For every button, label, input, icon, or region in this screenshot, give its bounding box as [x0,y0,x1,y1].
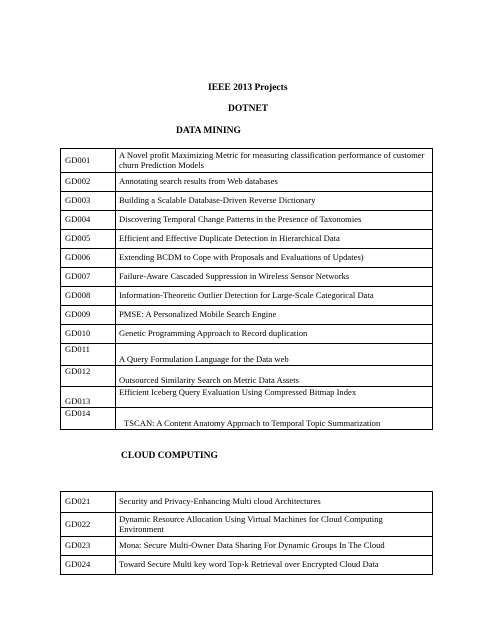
table-row [61,268,433,287]
table-row [61,249,433,268]
table-row [61,537,433,556]
data-mining-table [60,148,433,430]
table-row [61,325,433,344]
project-code: GD004 [61,211,116,230]
project-title: Dynamic Resource Allocation Using Virtual Machines for Cloud Computing Environment [116,513,433,537]
table-row [61,149,433,173]
document-subtitle: DOTNET [228,104,269,114]
project-code: GD009 [61,306,116,325]
project-title: Extending BCDM to Cope with Proposals and Evaluations of Updates) [116,249,433,268]
project-code: GD021 [61,492,116,513]
table-row [61,366,433,387]
project-title: TSCAN: A Content Anatomy Approach to Temporal Topic Summarization [116,408,433,430]
project-title: Building a Scalable Database-Driven Reverse Dictionary [116,192,433,211]
project-title: PMSE: A Personalized Mobile Search Engine [116,306,433,325]
section-heading-cloud-computing: CLOUD COMPUTING [121,451,218,461]
project-title: Security and Privacy-Enhancing Multi cloud Architectures [116,492,433,513]
table-row [61,408,433,430]
section-heading-data-mining: DATA MINING [176,126,241,136]
project-code: GD002 [61,173,116,192]
project-code: GD007 [61,268,116,287]
document-title: IEEE 2013 Projects [208,83,288,93]
table-row [61,230,433,249]
project-title: Information-Theoretic Outlier Detection for Large-Scale Categorical Data [116,287,433,306]
project-title: A Query Formulation Language for the Data web [116,344,433,366]
project-title: Toward Secure Multi key word Top-k Retrieval over Encrypted Cloud Data [116,556,433,575]
table-row [61,306,433,325]
project-title: Failure-Aware Cascaded Suppression in Wireless Sensor Networks [116,268,433,287]
project-title: A Novel profit Maximizing Metric for measuring classification performance of customer churn Prediction Models [116,149,433,173]
project-title: Genetic Programming Approach to Record duplication [116,325,433,344]
project-title: Efficient Iceberg Query Evaluation Using Compressed Bitmap Index [116,387,433,408]
project-code: GD006 [61,249,116,268]
project-code: GD001 [61,149,116,173]
table-row [61,211,433,230]
project-code: GD013 [61,387,116,408]
project-title: Efficient and Effective Duplicate Detection in Hierarchical Data [116,230,433,249]
cloud-computing-table [60,491,433,575]
table-row [61,387,433,408]
table-row [61,492,433,513]
project-title: Mona: Secure Multi-Owner Data Sharing For Dynamic Groups In The Cloud [116,537,433,556]
project-code: GD011 [61,344,116,366]
table-row [61,173,433,192]
project-title: Discovering Temporal Change Patterns in the Presence of Taxonomies [116,211,433,230]
project-title: Annotating search results from Web databases [116,173,433,192]
project-code: GD014 [61,408,116,430]
table-row [61,287,433,306]
project-code: GD003 [61,192,116,211]
table-row [61,513,433,537]
table-row [61,556,433,575]
project-code: GD012 [61,366,116,387]
project-code: GD010 [61,325,116,344]
project-code: GD008 [61,287,116,306]
project-code: GD022 [61,513,116,537]
project-code: GD024 [61,556,116,575]
project-code: GD005 [61,230,116,249]
project-code: GD023 [61,537,116,556]
project-title: Outsourced Similarity Search on Metric Data Assets [116,366,433,387]
table-row [61,192,433,211]
table-row [61,344,433,366]
